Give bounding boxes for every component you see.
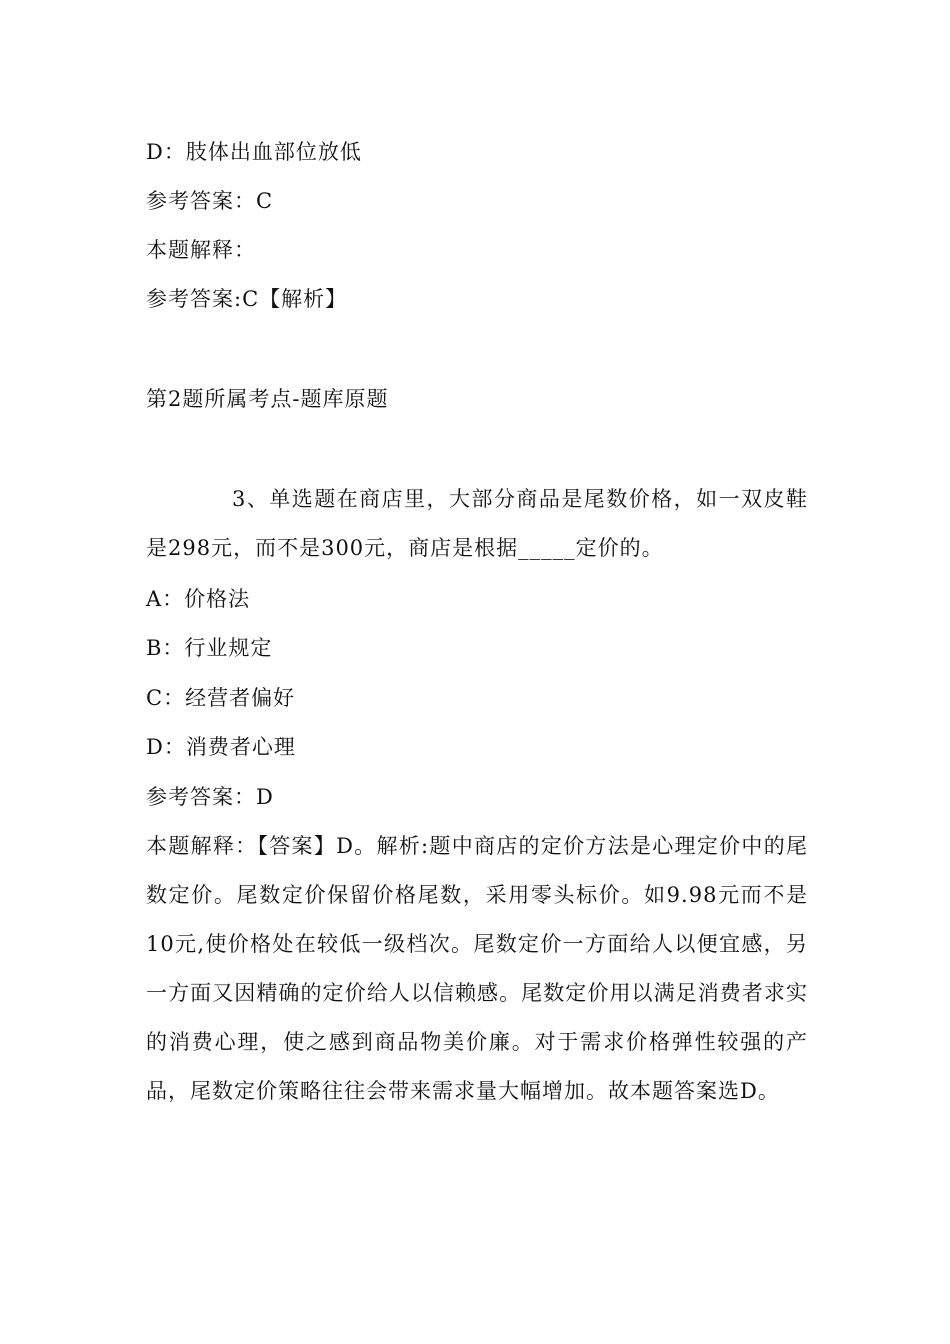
q3-stem: 3、单选题在商店里，大部分商品是尾数价格，如一双皮鞋是298元，而不是300元，商店是根据_____定价的。 <box>146 487 808 560</box>
q3-explanation: 本题解释：【答案】D。解析:题中商店的定价方法是心理定价中的尾数定价。尾数定价保留价格尾数，采用零头标价。如9.98元而不是10元,使价格处在较低一级档次。尾数定价一方面给人以便宜感，另一方面又因精确的定价给人以信赖感。尾数定价用以满足消费者求实的消费心理，使之感到商品物美价廉。对于需求价格弹性较强的产品，尾数定价策略往往会带来需求量大幅增加。故本题答案选D。 <box>146 834 808 1103</box>
q1-answer: 参考答案：C <box>146 189 274 213</box>
q1-explain-label: 本题解释： <box>146 238 256 262</box>
q1-explain-text: 参考答案:C【解析】 <box>146 287 348 311</box>
q3-option-d: D：消费者心理 <box>146 735 296 759</box>
q3-option-a: A：价格法 <box>146 587 251 611</box>
q3-option-c: C：经营者偏好 <box>146 686 296 710</box>
q3-answer: 参考答案：D <box>146 785 274 809</box>
q2-topic: 第2题所属考点-题库原题 <box>146 387 389 411</box>
q3-option-b: B：行业规定 <box>146 636 273 660</box>
q1-option-d: D：肢体出血部位放低 <box>146 140 362 164</box>
